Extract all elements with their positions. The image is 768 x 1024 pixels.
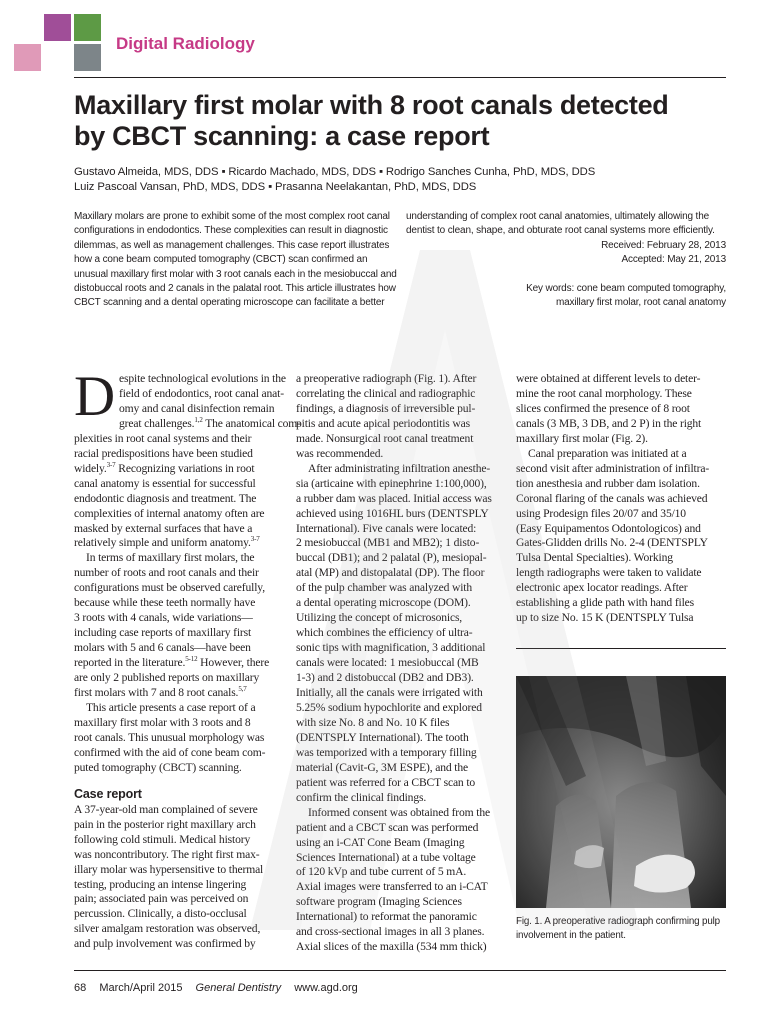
text-line: omy and canal disinfection remain	[119, 401, 275, 415]
text-line: which combines the efficiency of ultra-	[296, 626, 473, 640]
text-line: International) to reformat the panoramic	[296, 910, 477, 924]
text-line: espite technological evolutions in the	[119, 372, 286, 385]
radiograph-image	[516, 676, 726, 908]
text-line: because while these teeth normally have	[74, 596, 256, 610]
text-line: (Easy Equipamentos Odontologicos) and	[516, 521, 701, 535]
keywords-line: Key words: cone beam computed tomography,	[526, 282, 726, 294]
journal-name: General Dentistry	[195, 982, 282, 994]
text-line: pitis and acute apical periodontitis was	[296, 416, 470, 430]
text-line: confirmed with the aid of cone beam com-	[74, 745, 266, 759]
body-column-2	[296, 372, 506, 955]
text-line: In terms of maxillary first molars, the	[86, 551, 255, 565]
text-line: field of endodontics, root canal anat-	[119, 386, 284, 400]
text-line: Informed consent was obtained from the	[308, 805, 490, 819]
text-line: was recommended.	[296, 446, 384, 460]
text-line: was temporized with a temporary filling	[296, 745, 477, 759]
text-line: of the pulp chamber was analyzed with	[296, 581, 473, 595]
text-line: Initially, all the canals were irrigated with	[296, 686, 483, 700]
body-column-3	[516, 372, 726, 626]
abstract-line: CBCT scanning and a dental operating microscope can facilitate a better	[74, 297, 385, 309]
text-line: International). Five canals were located:	[296, 521, 477, 535]
text-line: Axial images were transferred to an i-CAT	[296, 880, 488, 894]
text-line: pain; associated pain was perceived on	[74, 892, 249, 906]
text-line: plexities in root canal systems and their	[74, 431, 252, 445]
body-column-1	[74, 365, 301, 952]
logo-square-green	[74, 14, 101, 41]
text-line: configurations must be observed carefully,	[74, 581, 265, 595]
text-line: mine the root canal morphology. These	[516, 386, 692, 400]
footer-rule	[74, 970, 726, 971]
figure-caption	[516, 915, 728, 943]
text-line: material (Cavit-G, 3M ESPE), and the	[296, 760, 469, 774]
paragraph	[74, 551, 284, 701]
accepted-date: Accepted: May 21, 2013	[621, 254, 726, 266]
text-line: buccal (DB1); and 2 palatal (P), mesiopal-	[296, 551, 487, 565]
text-line: patient and a CBCT scan was performed	[296, 820, 479, 834]
text-line: a rubber dam was placed. Initial access was	[296, 491, 492, 505]
text-line: are only 2 published reports on maxillary	[74, 671, 260, 685]
text-line: first molars with 7 and 8 root canals.$^{5,7}$	[74, 685, 247, 700]
abstract-line: dentist to clean, shape, and obturate root canal systems more efficiently.	[406, 225, 715, 237]
intro-paragraph	[74, 365, 301, 551]
text-line: software program (Imaging Sciences	[296, 895, 462, 909]
text-line: masked by external surfaces that have a	[74, 521, 253, 535]
paragraph	[296, 372, 506, 462]
header-rule	[74, 77, 726, 78]
text-line: endodontic diagnosis and treatment. The	[74, 491, 257, 505]
text-line: patient was referred for a CBCT scan to	[296, 775, 476, 789]
text-line: maxillary first molar (Fig. 2).	[516, 431, 648, 445]
caption-line: involvement in the patient.	[516, 930, 626, 941]
text-line: canals (3 MB, 3 DB, and 2 P) in the right	[516, 416, 702, 430]
radiograph-figure	[516, 676, 726, 908]
title-line: by CBCT scanning: a case report	[74, 121, 490, 151]
text-line: After administrating infiltration anesthe-	[308, 461, 491, 475]
text-line: atal (MP) and distopalatal (DP). The floor	[296, 566, 485, 580]
paragraph	[296, 806, 506, 956]
text-line: Gates-Glidden drills No. 2-4 (DENTSPLY	[516, 536, 708, 550]
title-line: Maxillary first molar with 8 root canals detected	[74, 90, 669, 120]
text-line: made. Nonsurgical root canal treatment	[296, 431, 474, 445]
author-line: Gustavo Almeida, MDS, DDS ▪ Ricardo Machado, MDS, DDS ▪ Rodrigo Sanches Cunha, PhD, MDS, DDS	[74, 166, 596, 178]
logo-square-purple	[44, 14, 71, 41]
logo-square-gray	[74, 44, 101, 71]
text-line: establishing a glide path with hand files	[516, 596, 695, 610]
text-line: (DENTSPLY International). The tooth	[296, 730, 469, 744]
text-line: sia (articaine with epinephrine 1:100,000),	[296, 476, 487, 490]
abstract-line: configurations in endodontics. These complexities can result in diagnostic	[74, 225, 388, 237]
received-date: Received: February 28, 2013	[601, 239, 726, 251]
text-line: Coronal flaring of the canals was achieved	[516, 491, 708, 505]
text-line: using an i-CAT Cone Beam (Imaging	[296, 835, 465, 849]
text-line: tion anesthesia and rubber dam isolation.	[516, 476, 700, 490]
page-footer	[74, 982, 368, 994]
abstract-line: distobuccal roots and 2 canals in the palatal root. This article illustrates how	[74, 283, 396, 295]
text-line: slices confirmed the presence of 8 root	[516, 401, 690, 415]
text-line: correlating the clinical and radiographic	[296, 386, 476, 400]
text-line: illary molar was hypersensitive to thermal	[74, 862, 264, 876]
text-line: following cold stimuli. Medical history	[74, 832, 251, 846]
text-line: 5.25% sodium hypochlorite and explored	[296, 700, 482, 714]
text-line: pain in the posterior right maxillary arch	[74, 817, 256, 831]
case-report-heading: Case report	[74, 786, 142, 801]
abstract-left	[74, 210, 404, 311]
text-line: with size No. 8 and No. 10 K files	[296, 715, 450, 729]
text-line: This article presents a case report of a	[86, 700, 256, 714]
text-line: achieved using 1016HL burs (DENTSPLY	[296, 506, 489, 520]
text-line: up to size No. 15 K (DENTSPLY Tulsa	[516, 611, 694, 625]
text-line: a dental operating microscope (DOM).	[296, 596, 471, 610]
text-line: molars with 5 and 6 canals—have been	[74, 641, 251, 655]
author-list	[74, 165, 595, 195]
text-line: and pulp involvement was confirmed by	[74, 937, 256, 951]
author-line: Luiz Pascoal Vansan, PhD, MDS, DDS ▪ Prasanna Neelakantan, PhD, MDS, DDS	[74, 181, 477, 193]
journal-url: www.agd.org	[294, 982, 358, 994]
text-line: were obtained at different levels to deter-	[516, 372, 701, 385]
abstract-line: dilemmas, as well as management challenges. This case report illustrates	[74, 239, 390, 251]
text-line: confirm the clinical findings.	[296, 790, 427, 804]
text-line: 1-3) and 2 distobuccal (DB2 and DB3).	[296, 671, 474, 685]
paragraph	[516, 447, 726, 626]
text-line: 2 mesiobuccal (MB1 and MB2); 1 disto-	[296, 536, 480, 550]
caption-line: Fig. 1. A preoperative radiograph confirming pulp	[516, 916, 720, 927]
text-line: A 37-year-old man complained of severe	[74, 802, 258, 816]
text-line: second visit after administration of infiltra-	[516, 461, 710, 475]
text-line: sonic tips with magnification, 3 additional	[296, 641, 486, 655]
paragraph	[516, 372, 726, 447]
drop-cap: D	[74, 365, 116, 428]
text-line: Tulsa Dental Specialties). Working	[516, 551, 673, 565]
article-title	[74, 90, 724, 152]
text-line: silver amalgam restoration was observed,	[74, 922, 261, 936]
text-line: root canals. This unusual morphology was	[74, 730, 265, 744]
text-line: puted tomography (CBCT) scanning.	[74, 760, 242, 774]
text-line: including case reports of maxillary first	[74, 626, 252, 640]
text-line: Axial slices of the maxilla (534 mm thick)	[296, 940, 487, 954]
text-line: a preoperative radiograph (Fig. 1). After	[296, 372, 477, 385]
page-number: 68	[74, 982, 87, 994]
text-line: relatively simple and uniform anatomy.$^{3-7}$	[74, 535, 260, 550]
text-line: using Prodesign files 20/07 and 35/10	[516, 506, 686, 520]
text-line: Canal preparation was initiated at a	[528, 446, 687, 460]
text-line: great challenges.$^{1,2}$ The anatomical com-	[119, 416, 301, 430]
abstract-line: Maxillary molars are prone to exhibit some of the most complex root canal	[74, 211, 390, 222]
text-line: complexities of internal anatomy often are	[74, 506, 265, 520]
abstract-line: how a cone beam computed tomography (CBCT) scan confirmed an	[74, 254, 368, 266]
text-line: Sciences International) at a tube voltage	[296, 850, 476, 864]
text-line: testing, producing an intense lingering	[74, 877, 247, 891]
text-line: length radiographs were taken to validate	[516, 566, 702, 580]
logo-square-pink	[14, 44, 41, 71]
text-line: findings, a diagnosis of irreversible pul-	[296, 401, 476, 415]
text-line: canals were located: 1 mesiobuccal (MB	[296, 656, 479, 670]
figure-rule	[516, 648, 726, 649]
text-line: reported in the literature.$^{5-12}$ However, there	[74, 655, 270, 670]
text-line: Utilizing the concept of microsonics,	[296, 611, 463, 625]
text-line: number of roots and root canals and their	[74, 566, 259, 580]
keywords-line: maxillary first molar, root canal anatomy	[555, 297, 726, 309]
section-label: Digital Radiology	[116, 34, 255, 53]
text-line: electronic apex locator readings. After	[516, 581, 688, 595]
paragraph	[74, 803, 284, 953]
text-line: 3 roots with 4 canals, wide variations—	[74, 611, 253, 625]
text-line: racial predispositions have been studied	[74, 446, 253, 460]
text-line: maxillary first molar with 3 roots and 8	[74, 715, 251, 729]
text-line: canal anatomy is essential for successful	[74, 476, 256, 490]
text-line: and cross-sectional images in all 3 planes.	[296, 925, 485, 939]
paragraph	[74, 701, 284, 776]
text-line: of 120 kVp and tube current of 5 mA.	[296, 865, 467, 879]
abstract-line: unusual maxillary first molar with 3 root canals each in the mesiobuccal and	[74, 268, 397, 280]
text-line: percussion. Clinically, a disto-occlusal	[74, 907, 247, 921]
issue-date: March/April 2015	[99, 982, 183, 994]
paragraph	[296, 462, 506, 806]
text-line: widely.$^{3-7}$ Recognizing variations in root	[74, 460, 255, 475]
abstract-line: understanding of complex root canal anatomies, ultimately allowing the	[406, 211, 710, 222]
abstract-right	[406, 210, 726, 310]
text-line: was noncontributory. The right first max-	[74, 847, 260, 861]
